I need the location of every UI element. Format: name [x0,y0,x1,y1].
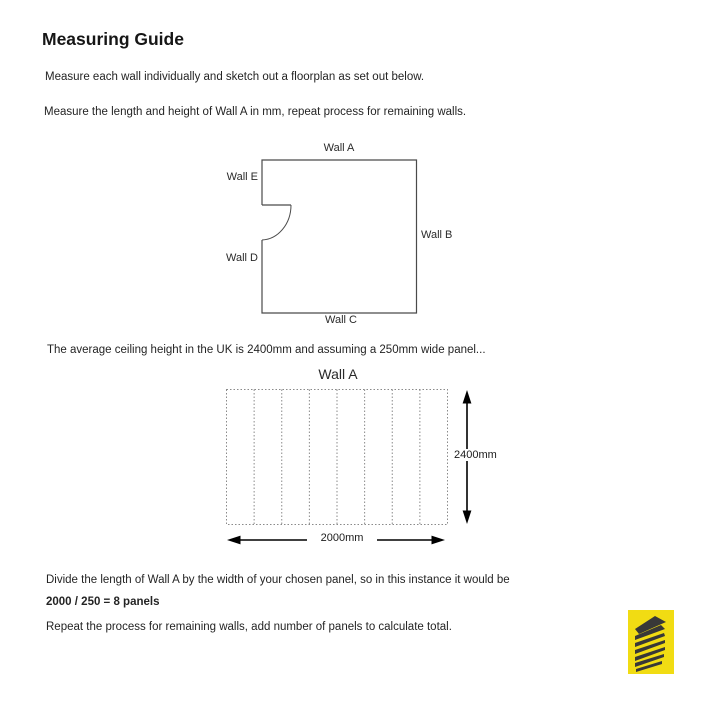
height-arrow-up-head [463,390,472,404]
panel-height-dimension: 2400mm [454,449,497,461]
stacked-panels-logo-icon [628,610,674,674]
intro-line-1: Measure each wall individually and sketch out a floorplan as set out below. [45,71,425,83]
panel-diagram-title: Wall A [318,366,358,382]
panel-dividers [254,390,420,525]
floorplan-label-wall-d: Wall D [226,252,258,264]
ceiling-note: The average ceiling height in the UK is 2400mm and assuming a 250mm wide panel... [47,344,486,356]
intro-line-2: Measure the length and height of Wall A in mm, repeat process for remaining walls. [44,106,467,118]
page-title: Measuring Guide [42,29,184,49]
brand-logo [628,610,674,674]
floorplan-label-wall-a: Wall A [323,142,355,154]
panel-diagram [222,386,472,548]
floorplan-diagram [215,140,430,325]
floorplan-label-wall-b: Wall B [421,229,453,241]
floorplan-label-wall-c: Wall C [325,314,357,326]
width-arrow-right-head [432,536,446,545]
floorplan-walls-outline [262,160,417,313]
width-arrow-left-head [227,536,241,545]
floorplan-label-wall-e: Wall E [226,171,258,183]
height-arrow-down-head [463,511,472,525]
panel-width-dimension: 2000mm [315,532,369,544]
calculation-result: 2000 / 250 = 8 panels [46,596,160,608]
calculation-line-3: Repeat the process for remaining walls, add number of panels to calculate total. [46,621,452,633]
floorplan-door-swing-arc [262,205,291,240]
calculation-line-1: Divide the length of Wall A by the width of your chosen panel, so in this instance it would be [46,574,510,586]
